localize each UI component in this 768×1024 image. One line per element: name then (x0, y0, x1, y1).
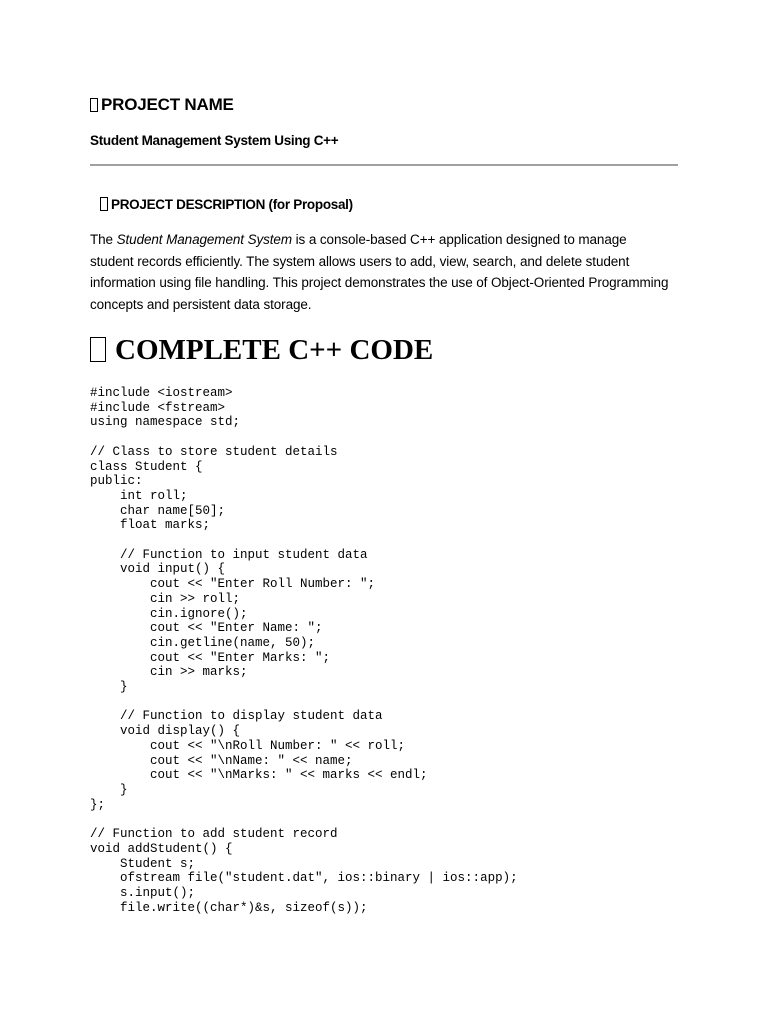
description-text-before: The (90, 232, 117, 247)
project-description-paragraph (90, 229, 670, 315)
project-description-heading-text: PROJECT DESCRIPTION (for Proposal) (111, 197, 353, 212)
cpp-code-block: #include <iostream> #include <fstream> using namespace std; // Class to store student details class Student { public: int roll; char name[50]; float marks; // Function to input student data void input() { cout << "Enter Roll Number: "; cin >> roll; cin.ignore(); cout << "Enter Name: "; cin.getline(name, 50); cout << "Enter Marks: "; cin >> marks; } // Function to display student data void display() { cout << "\nRoll Number: " << roll; cout << "\nName: " << name; cout << "\nMarks: " << marks << endl; } }; // Function to add student record void addStudent() { Student s; ofstream file("student.dat", ios::binary | ios::app); s.input(); file.write((char*)&s, sizeof(s)); (90, 386, 518, 915)
project-name-heading (90, 95, 234, 115)
code-section-heading-text: COMPLETE C++ CODE (115, 334, 434, 366)
project-description-heading (100, 197, 353, 212)
code-section-heading (90, 334, 433, 367)
missing-glyph-icon (100, 197, 108, 211)
description-text-italic: Student Management System (116, 232, 292, 247)
description-text-after: is a console-based C++ application designed to manage student records efficiently. The system allows users to add, view, search, and delete student information using file handling. This project demonstrates the use of Object-Oriented Programming concepts and persistent data storage. (90, 232, 669, 312)
missing-glyph-icon (90, 337, 106, 362)
horizontal-divider (90, 164, 678, 166)
project-name-value: Student Management System Using C++ (90, 133, 339, 148)
project-name-heading-text: PROJECT NAME (101, 95, 234, 114)
missing-glyph-icon (90, 98, 98, 112)
